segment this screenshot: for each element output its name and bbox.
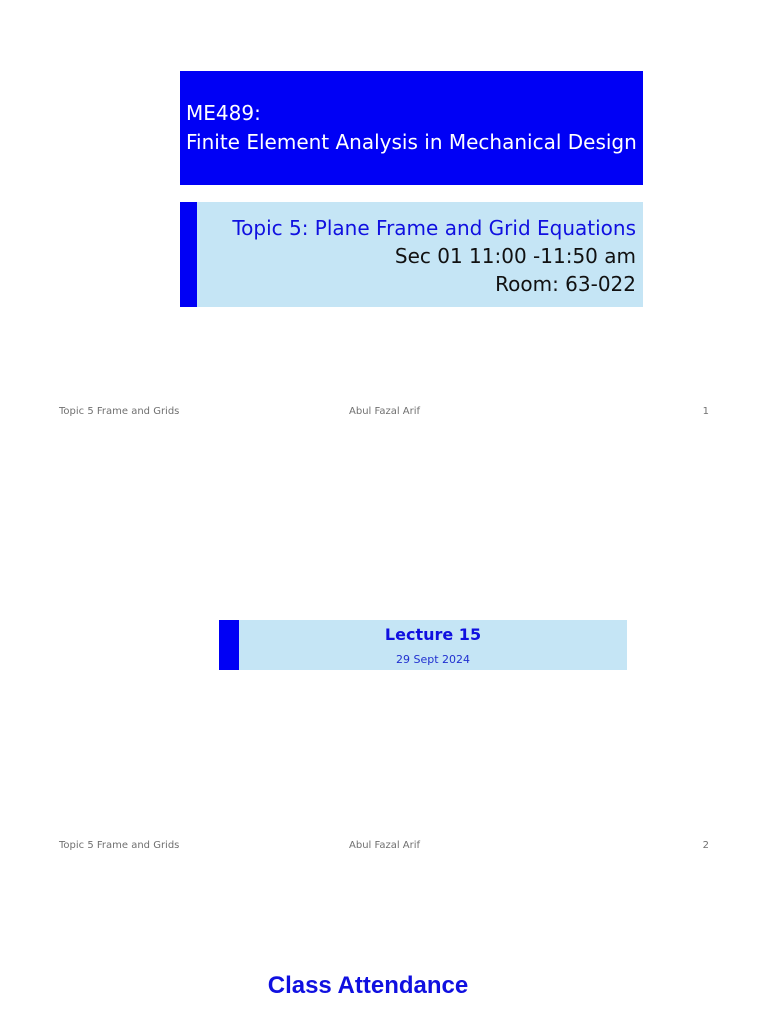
footer-topic: Topic 5 Frame and Grids: [59, 406, 180, 417]
topic-box: [180, 202, 643, 307]
topic-title: Topic 5: Plane Frame and Grid Equations: [232, 216, 636, 240]
footer-author: Abul Fazal Arif: [349, 840, 421, 851]
course-title: Finite Element Analysis in Mechanical Design: [186, 130, 637, 154]
course-title-box: [180, 71, 643, 185]
lecture-date: 29 Sept 2024: [395, 653, 471, 666]
slide-1: [0, 0, 768, 434]
footer-topic: Topic 5 Frame and Grids: [59, 840, 180, 851]
class-attendance-heading: Class Attendance: [267, 972, 469, 999]
section-time: Sec 01 11:00 -11:50 am: [394, 244, 636, 268]
lecture-title: Lecture 15: [384, 625, 482, 644]
footer-page-number: 1: [702, 406, 709, 417]
slide-2: [0, 434, 768, 868]
footer-page-number: 2: [702, 840, 709, 851]
slide-3: [0, 868, 768, 1024]
lecture-box: [219, 620, 627, 670]
footer-author: Abul Fazal Arif: [349, 406, 421, 417]
course-code: ME489:: [186, 101, 261, 125]
room-number: Room: 63-022: [495, 272, 636, 296]
accent-bar: [180, 202, 197, 307]
accent-bar: [219, 620, 239, 670]
topic-text: [232, 214, 636, 298]
